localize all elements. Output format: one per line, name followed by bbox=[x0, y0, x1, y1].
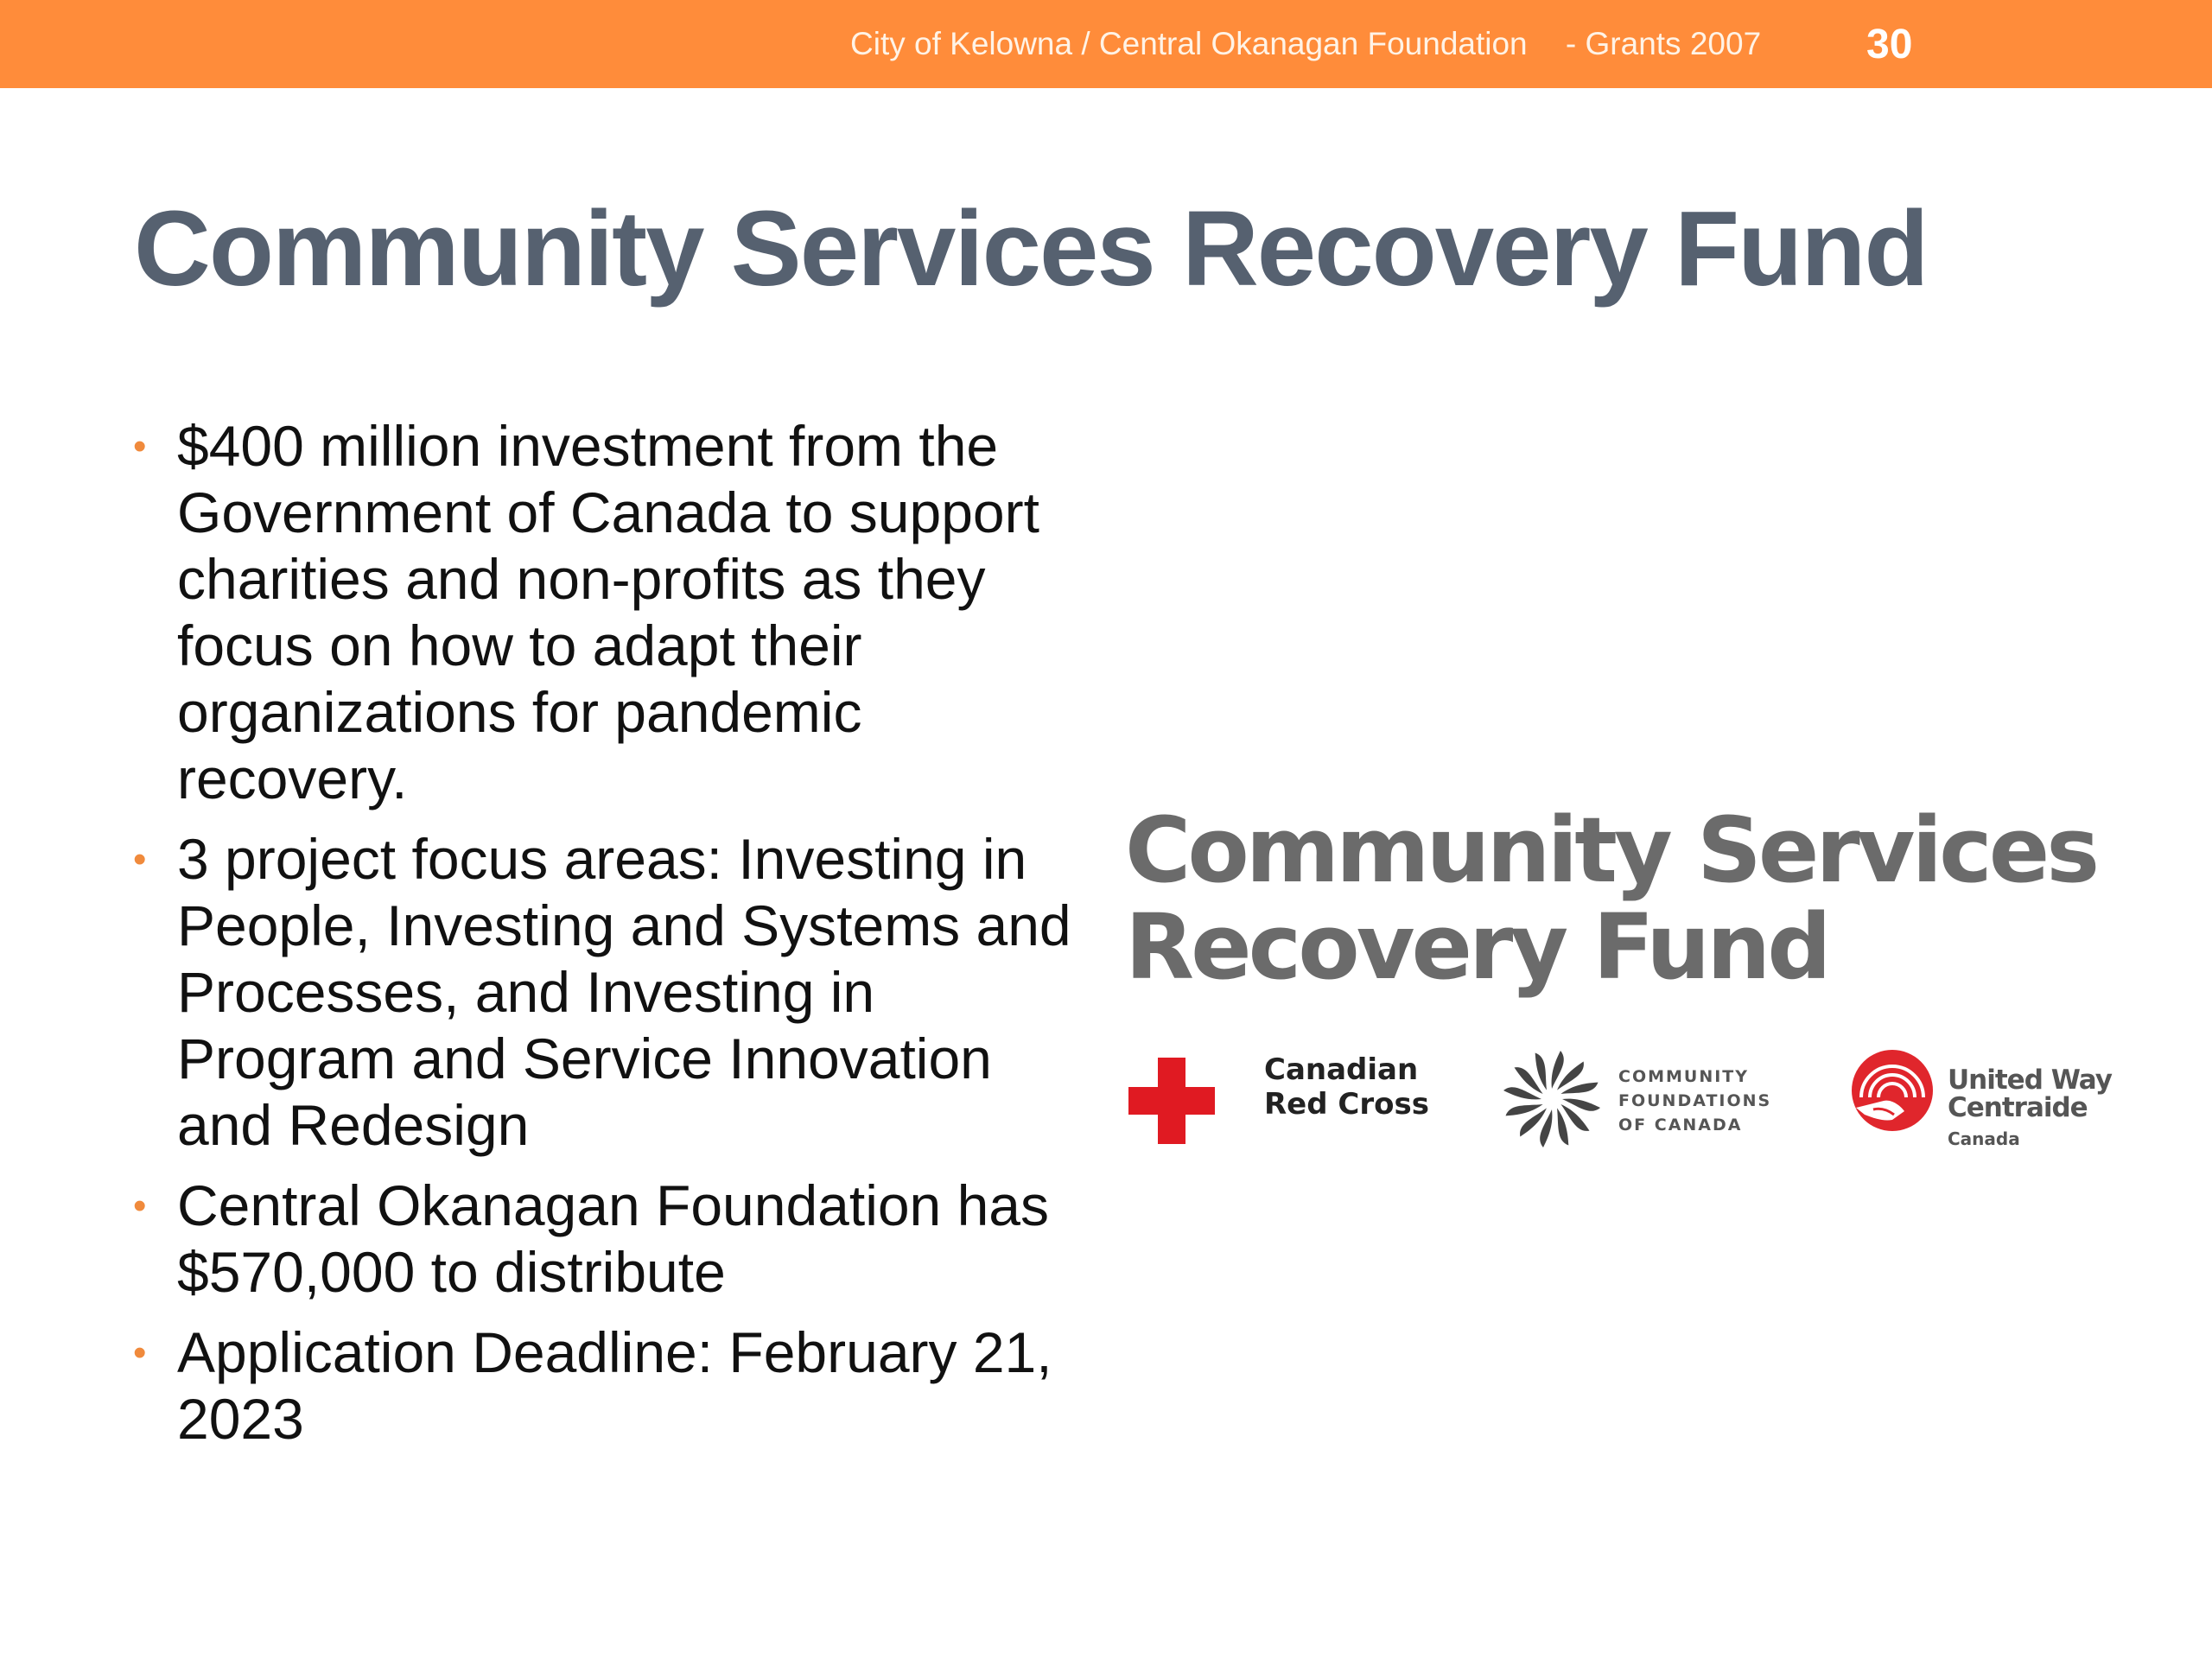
uw-line2: Centraide bbox=[1948, 1092, 2088, 1123]
bullet-marker: • bbox=[133, 1332, 147, 1374]
bullet-text: $400 million investment from the Government of Canada to support charities and non-profits as they focus on how to adapt their organizations for pandemic recovery. bbox=[177, 414, 1039, 810]
red-cross-line1: Canadian bbox=[1264, 1052, 1419, 1087]
fund-logo-title bbox=[1125, 798, 2097, 1000]
community-foundations-label bbox=[1618, 1065, 1771, 1137]
bullet-text: Application Deadline: February 21, 2023 bbox=[177, 1320, 1052, 1451]
bullet-text: Central Okanagan Foundation has $570,000 to distribute bbox=[177, 1173, 1050, 1304]
header-grants: - Grants 2007 bbox=[1565, 26, 1762, 61]
cfc-line2: FOUNDATIONS bbox=[1618, 1091, 1772, 1110]
bullet-item bbox=[130, 826, 1080, 1159]
slide-title: Community Services Recovery Fund bbox=[134, 190, 1928, 308]
bullet-item bbox=[130, 1319, 1080, 1452]
fund-logo-line1: Community Services bbox=[1125, 798, 2097, 903]
bullet-marker: • bbox=[133, 1185, 147, 1227]
united-way-icon bbox=[1849, 1047, 1936, 1134]
uw-line3: Canada bbox=[1948, 1128, 2020, 1149]
red-cross-icon bbox=[1128, 1058, 1215, 1144]
bullet-marker: • bbox=[133, 838, 147, 880]
cfc-line3: OF CANADA bbox=[1618, 1116, 1743, 1135]
united-way-label bbox=[1948, 1066, 2112, 1153]
bullet-item bbox=[130, 413, 1080, 812]
cfc-line1: COMMUNITY bbox=[1618, 1067, 1750, 1086]
community-foundations-icon bbox=[1500, 1047, 1604, 1151]
red-cross-line2: Red Cross bbox=[1264, 1087, 1429, 1122]
bullet-item bbox=[130, 1173, 1080, 1306]
uw-line1: United Way bbox=[1948, 1065, 2112, 1096]
page-number: 30 bbox=[1866, 22, 1913, 67]
header-text bbox=[850, 26, 1761, 62]
bullet-text: 3 project focus areas: Investing in People, Investing and Systems and Processes, and Investing in Program and Service Innovation and Redesign bbox=[177, 827, 1071, 1157]
bullet-marker: • bbox=[133, 425, 147, 467]
fund-logo-line2: Recovery Fund bbox=[1125, 894, 1828, 1000]
red-cross-label bbox=[1264, 1052, 1429, 1122]
header-org: City of Kelowna / Central Okanagan Foundation bbox=[850, 26, 1528, 61]
bullet-list bbox=[130, 413, 1080, 1466]
